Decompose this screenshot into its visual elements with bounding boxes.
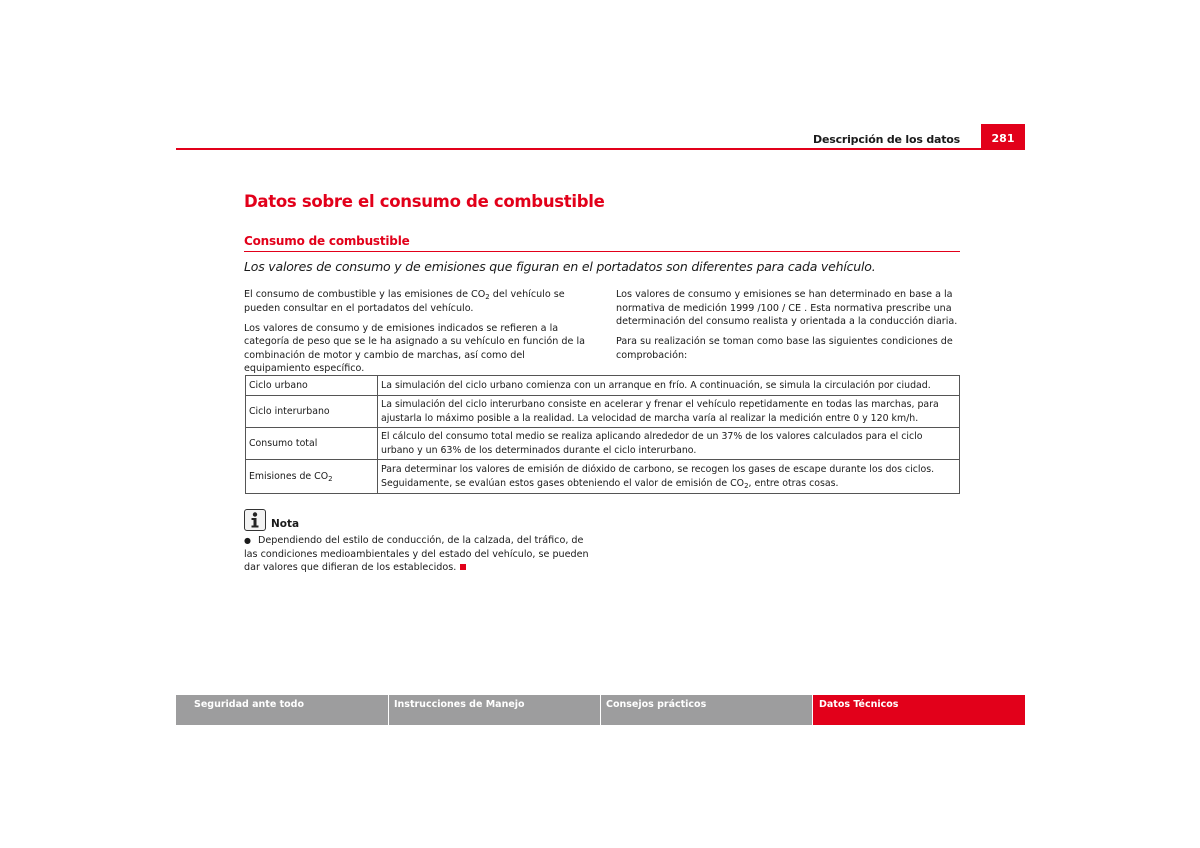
table-row: [246, 376, 960, 396]
table-row: [246, 396, 960, 428]
right-paragraph-2: Para su realización se toman como base las siguientes condiciones de comprobación:: [616, 336, 953, 361]
right-column: [616, 288, 966, 369]
left-paragraph-2: Los valores de consumo y de emisiones indicados se refieren a la categoría de peso que se le ha asignado a su vehículo en función de la combinación de motor y cambio de marchas, así como del equipamiento específico.: [244, 322, 585, 374]
running-header-title: Descripción de los datos: [813, 133, 960, 146]
header-divider: [176, 148, 1025, 150]
table-row: [246, 460, 960, 494]
note-text: ● Dependiendo del estilo de conducción, de la calzada, del tráfico, de las condiciones medioambientales y del estado del vehículo, se pueden dar valores que difieran de los establecidos.: [244, 535, 589, 573]
footer-tab-datos-tecnicos[interactable]: Datos Técnicos: [813, 695, 1025, 725]
table-cell-key: Emisiones de $CO_2$: [246, 460, 378, 494]
info-icon: [244, 509, 266, 531]
footer-tab-consejos[interactable]: Consejos prácticos: [601, 695, 812, 725]
table-cell-value: Para determinar los valores de emisión de dióxido de carbono, se recogen los gases de escape durante los dos ciclos. Seguidamente, se evalúan estos gases obteniendo el valor de emisión de $CO_2$, entre otras cosas.: [378, 460, 960, 494]
footer-tab-seguridad[interactable]: Seguridad ante todo: [176, 695, 388, 725]
test-conditions-table: [245, 375, 960, 494]
table-cell-value: El cálculo del consumo total medio se realiza aplicando alrededor de un 37% de los valores calculados para el ciclo urbano y un 63% de los determinados durante el ciclo interurbano.: [378, 428, 960, 460]
table-cell-key: Ciclo urbano: [246, 376, 378, 396]
left-paragraph-1: El consumo de combustible y las emisiones de $CO_2$ del vehículo se pueden consultar en el portadatos del vehículo.: [244, 289, 565, 314]
footer-tab-instrucciones[interactable]: Instrucciones de Manejo: [389, 695, 600, 725]
section-subtitle: Consumo de combustible: [244, 234, 410, 248]
right-paragraph-1: Los valores de consumo y emisiones se han determinado en base a la normativa de medición 1999 /100 / CE . Esta normativa prescribe una determinación del consumo realista y orientada a la conducción diaria.: [616, 289, 958, 327]
table-cell-key: Ciclo interurbano: [246, 396, 378, 428]
end-of-section-icon: [460, 564, 466, 570]
subtitle-divider: [244, 251, 960, 252]
note-label: Nota: [271, 518, 300, 530]
table-cell-key: Consumo total: [246, 428, 378, 460]
table-cell-value: La simulación del ciclo interurbano consiste en acelerar y frenar el vehículo repetidamente en todas las marchas, para ajustarla lo máximo posible a la realidad. La velocidad de marcha varía al realizar la medición entre 0 y 120 km/h.: [378, 396, 960, 428]
table-cell-value: La simulación del ciclo urbano comienza con un arranque en frío. A continuación, se simula la circulación por ciudad.: [378, 376, 960, 396]
page-title: Datos sobre el consumo de combustible: [244, 192, 605, 211]
table-row: [246, 428, 960, 460]
page-number: 281: [981, 124, 1025, 149]
lead-paragraph: Los valores de consumo y de emisiones que figuran en el portadatos son diferentes para cada vehículo.: [244, 259, 876, 274]
bullet-icon: ●: [244, 536, 251, 545]
left-column: [244, 288, 594, 382]
